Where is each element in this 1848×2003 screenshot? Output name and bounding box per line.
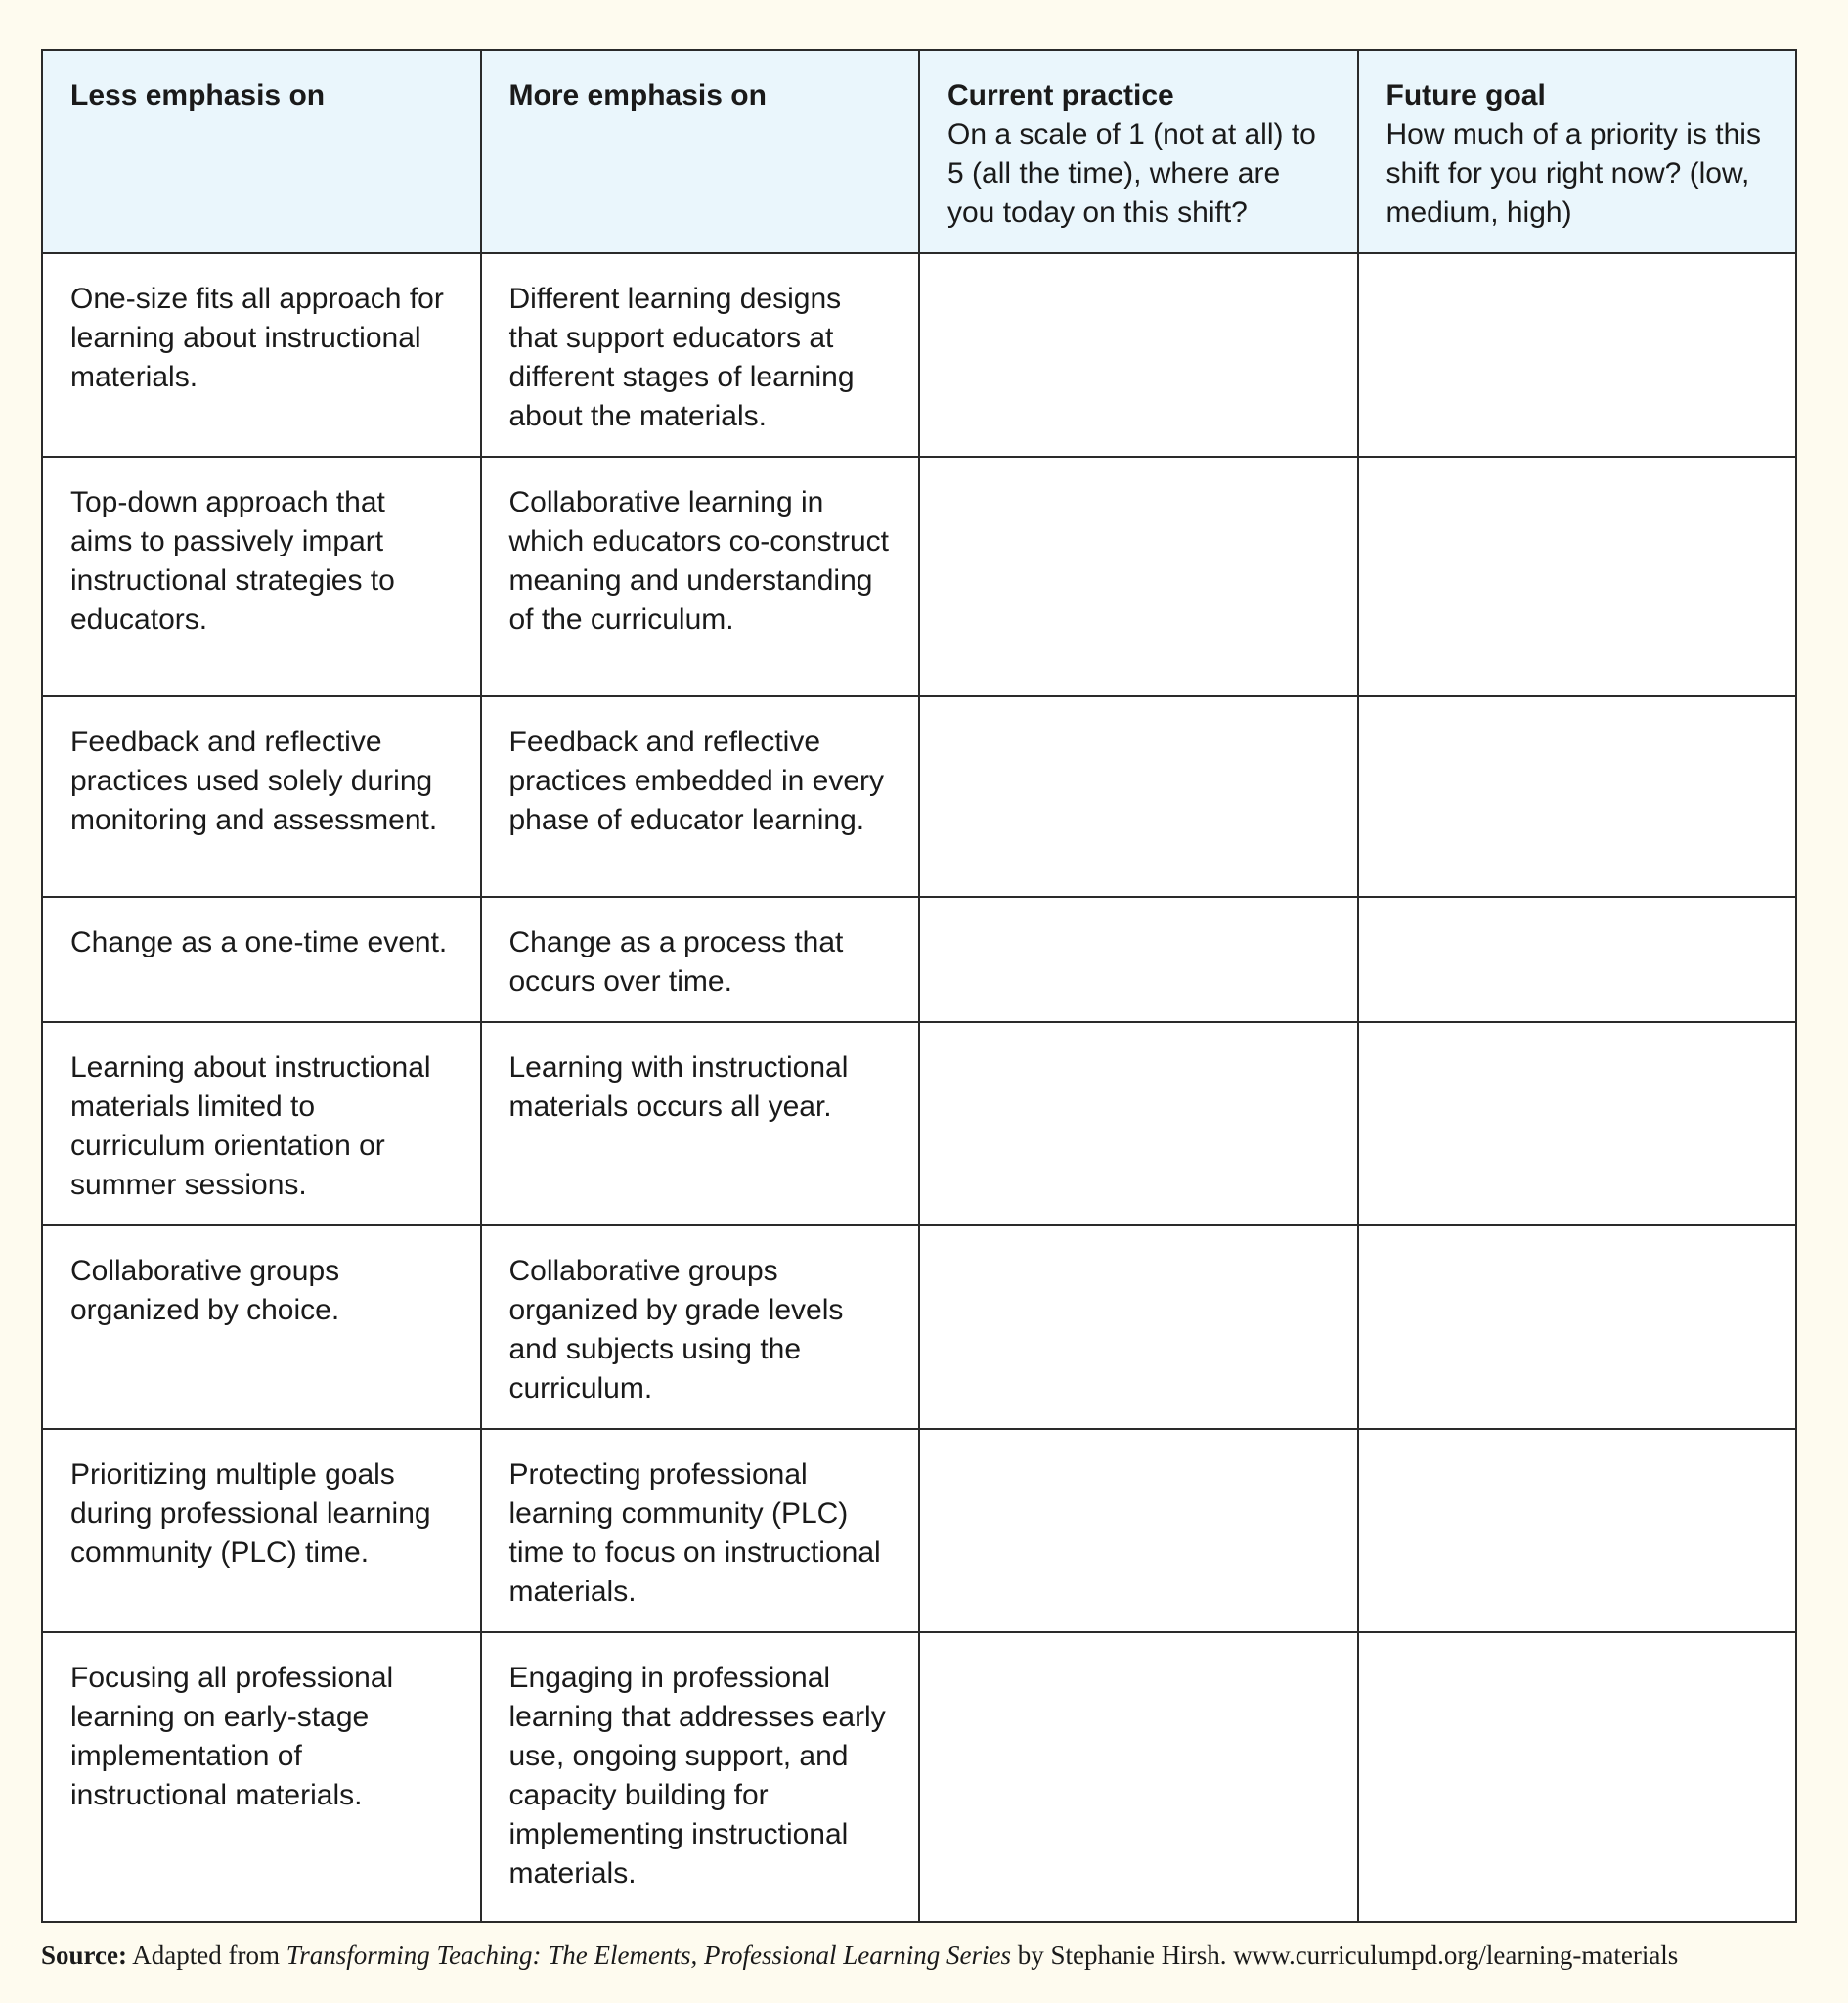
table-row (42, 1632, 1796, 1922)
cell-current-practice[interactable] (919, 457, 1358, 696)
table-row (42, 696, 1796, 897)
cell-less-emphasis: Collaborative groups organized by choice. (42, 1225, 481, 1429)
table-row (42, 1429, 1796, 1632)
table-body (42, 253, 1796, 1922)
header-subtitle: How much of a priority is this shift for you right now? (low, medium, high) (1386, 118, 1761, 229)
header-current-practice (919, 50, 1358, 253)
cell-future-goal[interactable] (1358, 457, 1797, 696)
header-row (42, 50, 1796, 253)
cell-more-emphasis: Collaborative groups organized by grade levels and subjects using the curriculum. (481, 1225, 920, 1429)
header-more-emphasis (481, 50, 920, 253)
cell-less-emphasis: Top-down approach that aims to passively impart instructional strategies to educators. (42, 457, 481, 696)
source-citation (41, 1938, 1678, 1972)
cell-current-practice[interactable] (919, 1632, 1358, 1922)
header-title: Future goal (1386, 79, 1546, 111)
source-work-title: Transforming Teaching: The Elements, Professional Learning Series (286, 1940, 1011, 1970)
cell-less-emphasis: Learning about instructional materials limited to curriculum orientation or summer sessions. (42, 1022, 481, 1225)
table-row (42, 897, 1796, 1022)
header-less-emphasis (42, 50, 481, 253)
cell-more-emphasis: Learning with instructional materials occurs all year. (481, 1022, 920, 1225)
cell-current-practice[interactable] (919, 1022, 1358, 1225)
cell-future-goal[interactable] (1358, 1632, 1797, 1922)
shift-table-container (41, 49, 1795, 1923)
table-row (42, 1225, 1796, 1429)
cell-future-goal[interactable] (1358, 253, 1797, 457)
cell-less-emphasis: Feedback and reflective practices used solely during monitoring and assessment. (42, 696, 481, 897)
cell-future-goal[interactable] (1358, 1429, 1797, 1632)
emphasis-shift-table (41, 49, 1797, 1923)
cell-more-emphasis: Change as a process that occurs over time. (481, 897, 920, 1022)
cell-future-goal[interactable] (1358, 1022, 1797, 1225)
table-row (42, 253, 1796, 457)
cell-more-emphasis: Feedback and reflective practices embedded in every phase of educator learning. (481, 696, 920, 897)
cell-more-emphasis: Different learning designs that support educators at different stages of learning about the materials. (481, 253, 920, 457)
header-subtitle: On a scale of 1 (not at all) to 5 (all the time), where are you today on this shift? (947, 118, 1316, 229)
cell-future-goal[interactable] (1358, 897, 1797, 1022)
source-suffix: by Stephanie Hirsh. www.curriculumpd.org/learning-materials (1017, 1940, 1679, 1970)
cell-current-practice[interactable] (919, 696, 1358, 897)
header-title: Current practice (947, 79, 1174, 111)
cell-more-emphasis: Protecting professional learning community (PLC) time to focus on instructional materials. (481, 1429, 920, 1632)
source-prefix: Adapted from (132, 1940, 280, 1970)
table-header (42, 50, 1796, 253)
cell-less-emphasis: One-size fits all approach for learning about instructional materials. (42, 253, 481, 457)
source-label: Source: (41, 1940, 127, 1970)
table-row (42, 1022, 1796, 1225)
header-title: Less emphasis on (70, 79, 326, 111)
cell-current-practice[interactable] (919, 897, 1358, 1022)
cell-current-practice[interactable] (919, 1225, 1358, 1429)
cell-future-goal[interactable] (1358, 696, 1797, 897)
cell-less-emphasis: Prioritizing multiple goals during professional learning community (PLC) time. (42, 1429, 481, 1632)
cell-future-goal[interactable] (1358, 1225, 1797, 1429)
header-title: More emphasis on (508, 79, 767, 111)
cell-more-emphasis: Engaging in professional learning that addresses early use, ongoing support, and capacity building for implementing instructional materials. (481, 1632, 920, 1922)
cell-current-practice[interactable] (919, 253, 1358, 457)
cell-less-emphasis: Change as a one-time event. (42, 897, 481, 1022)
cell-current-practice[interactable] (919, 1429, 1358, 1632)
cell-more-emphasis: Collaborative learning in which educators co-construct meaning and understanding of the curriculum. (481, 457, 920, 696)
cell-less-emphasis: Focusing all professional learning on early-stage implementation of instructional materials. (42, 1632, 481, 1922)
table-row (42, 457, 1796, 696)
header-future-goal (1358, 50, 1797, 253)
